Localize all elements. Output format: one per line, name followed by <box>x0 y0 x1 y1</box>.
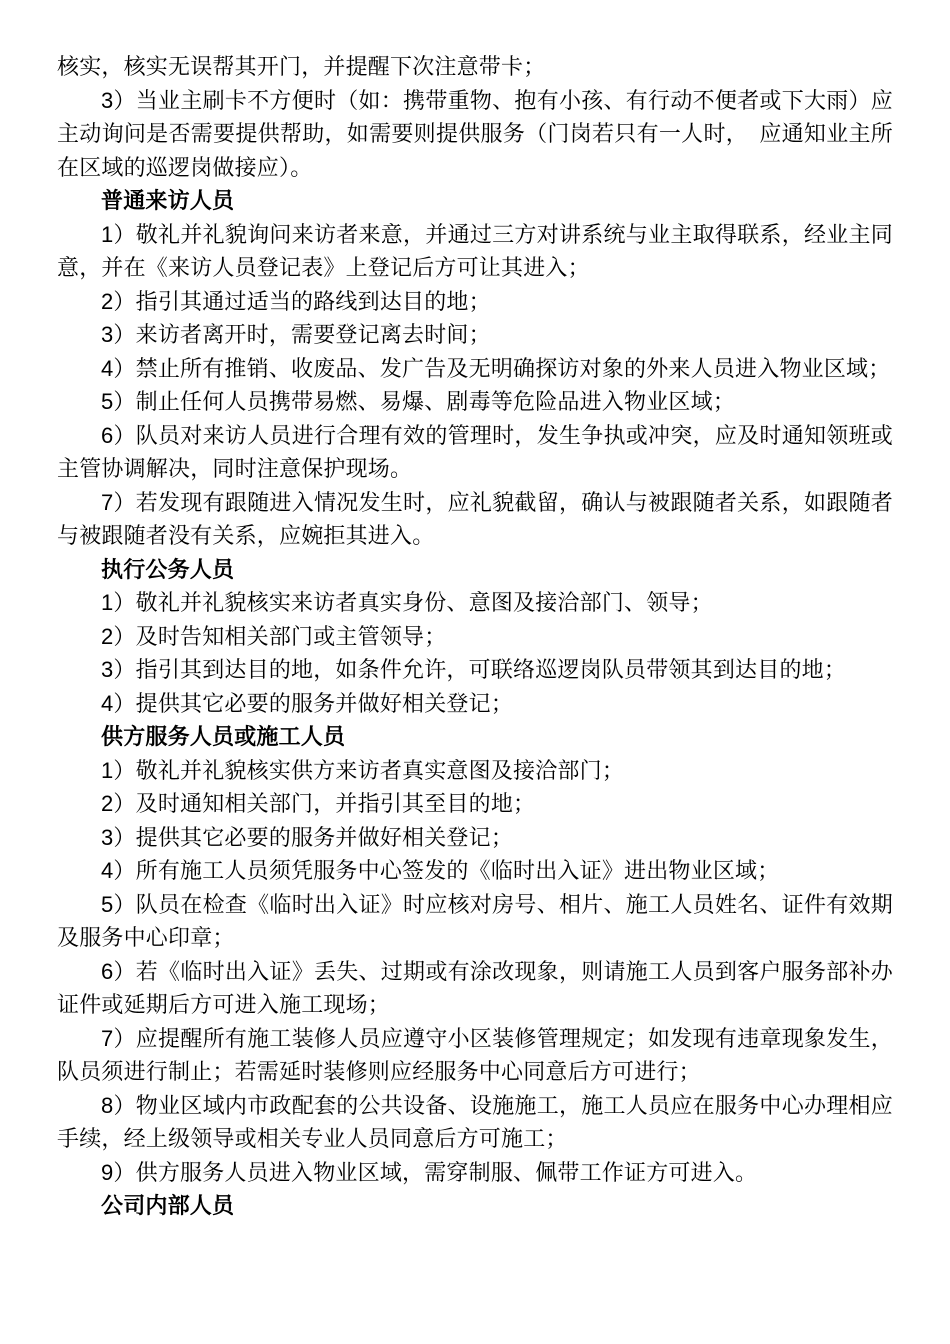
paragraph: 7）若发现有跟随进入情况发生时，应礼貌截留，确认与被跟随者关系，如跟随者与被跟随者没有关系，应婉拒其进入。 <box>57 489 893 548</box>
paragraph: 核实，核实无误帮其开门，并提醒下次注意带卡； <box>57 54 546 79</box>
section-heading: 供方服务人员或施工人员 <box>101 724 346 749</box>
paragraph: 1）敬礼并礼貌核实供方来访者真实意图及接洽部门； <box>101 757 625 783</box>
paragraph: 2）及时通知相关部门，并指引其至目的地； <box>101 791 536 816</box>
paragraph: 1）敬礼并礼貌核实来访者真实身份、意图及接洽部门、领导； <box>101 590 713 615</box>
paragraph: 7）应提醒所有施工装修人员应遵守小区装修管理规定；如发现有违章现象发生，队员须进行制止；若需延时装修则应经服务中心同意后方可进行； <box>57 1025 893 1084</box>
paragraph: 8）物业区域内市政配套的公共设备、设施施工，施工人员应在服务中心办理相应手续，经上级领导或相关专业人员同意后方可施工； <box>57 1092 893 1151</box>
paragraph: 3）提供其它必要的服务并做好相关登记； <box>101 824 514 850</box>
paragraph: 3）来访者离开时，需要登记离去时间； <box>101 322 491 347</box>
paragraph: 2）及时告知相关部门或主管领导； <box>101 623 447 649</box>
paragraph: 4）禁止所有推销、收废品、发广告及无明确探访对象的外来人员进入物业区域； <box>101 355 891 381</box>
paragraph: 5）队员在检查《临时出入证》时应核对房号、相片、施工人员姓名、证件有效期及服务中心印章； <box>57 891 893 950</box>
section-heading: 普通来访人员 <box>101 188 235 213</box>
paragraph: 4）所有施工人员须凭服务中心签发的《临时出入证》进出物业区域； <box>101 858 780 883</box>
paragraph: 6）队员对来访人员进行合理有效的管理时，发生争执或冲突，应及时通知领班或主管协调解决，同时注意保护现场。 <box>57 422 893 481</box>
section-heading: 执行公务人员 <box>101 556 235 582</box>
paragraph: 3）指引其到达目的地，如条件允许，可联络巡逻岗队员带领其到达目的地； <box>101 657 847 682</box>
paragraph: 3）当业主刷卡不方便时（如：携带重物、抱有小孩、有行动不便者或下大雨）应主动询问是否需要提供帮助，如需要则提供服务（门岗若只有一人时， 应通知业主所在区域的巡逻岗做接应）。 <box>57 87 893 180</box>
paragraph: 6）若《临时出入证》丢失、过期或有涂改现象，则请施工人员到客户服务部补办证件或延期后方可进入施工现场； <box>57 958 893 1017</box>
paragraph: 4）提供其它必要的服务并做好相关登记； <box>101 690 514 716</box>
paragraph: 1）敬礼并礼貌询问来访者来意，并通过三方对讲系统与业主取得联系，经业主同意，并在《来访人员登记表》上登记后方可让其进入； <box>57 221 893 280</box>
paragraph: 2）指引其通过适当的路线到达目的地； <box>101 288 491 314</box>
paragraph: 5）制止任何人员携带易燃、易爆、剧毒等危险品进入物业区域； <box>101 389 736 414</box>
section-heading: 公司内部人员 <box>101 1193 235 1218</box>
document-content <box>57 50 893 1223</box>
paragraph: 9）供方服务人员进入物业区域，需穿制服、佩带工作证方可进入。 <box>101 1159 758 1185</box>
